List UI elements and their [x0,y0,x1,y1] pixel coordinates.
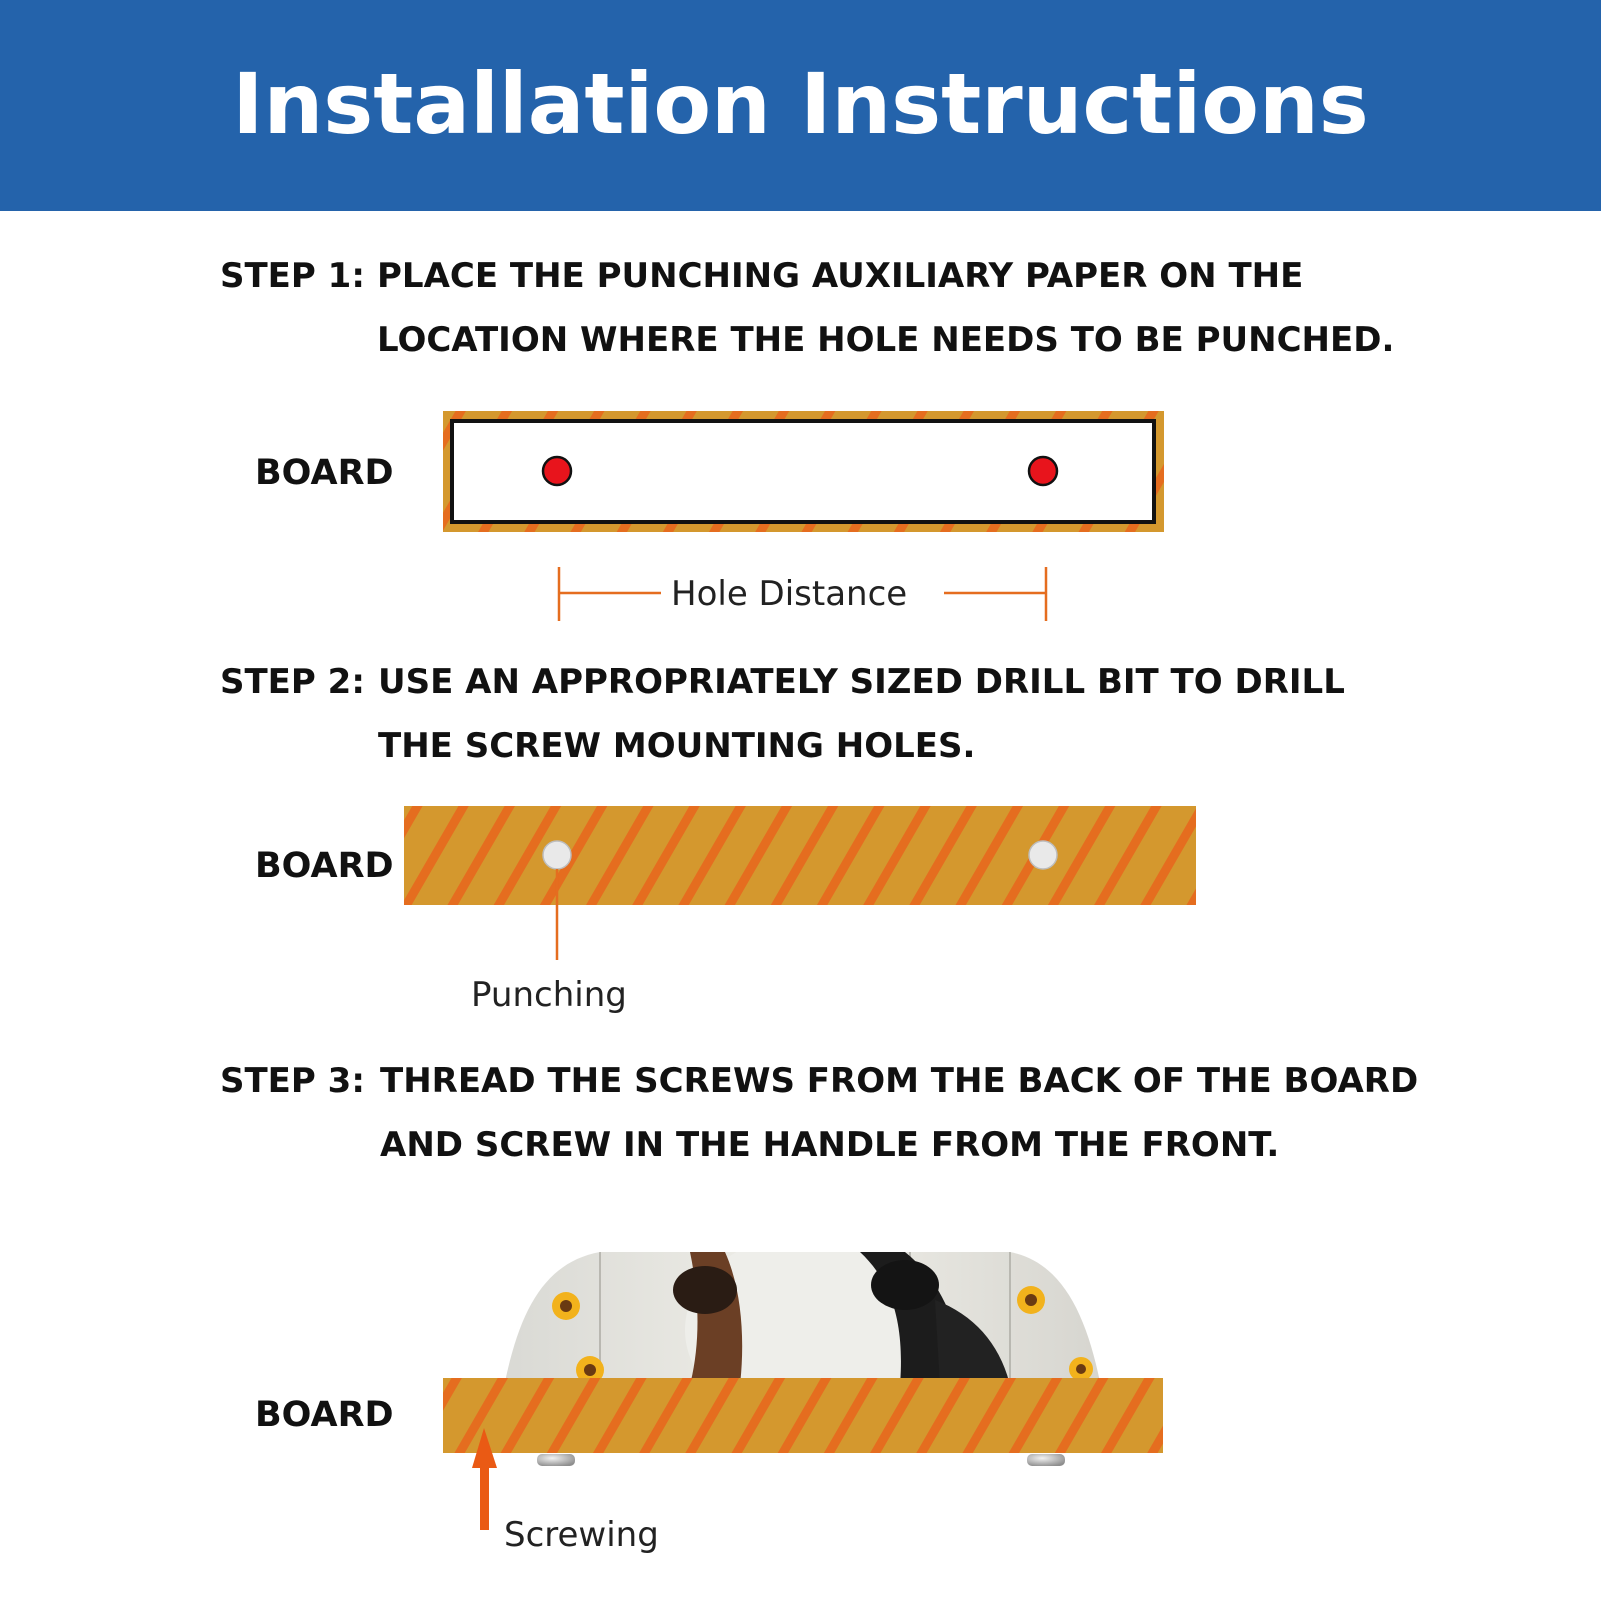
screwing-label: Screwing [504,1515,659,1555]
hole-marker-right [1029,457,1057,485]
drilled-hole-left [543,841,571,869]
hole-distance-dimension [559,567,1046,621]
step-2-label: STEP 2: [220,662,365,702]
step-3-board-diagram [443,1235,1163,1530]
drilled-hole-right [1029,841,1057,869]
step-3-board [443,1378,1163,1453]
step-2-text-line-1: USE AN APPROPRIATELY SIZED DRILL BIT TO DRILL [378,662,1345,702]
page-title: Installation Instructions [232,55,1369,153]
board-label-step-2: BOARD [255,846,394,886]
step-3-label: STEP 3: [220,1061,365,1101]
punching-label: Punching [471,975,627,1015]
step-1-label: STEP 1: [220,256,365,296]
step-3-text-line-1: THREAD THE SCREWS FROM THE BACK OF THE BOARD [380,1061,1419,1101]
board-label-step-1: BOARD [255,453,394,493]
screw-head-left [537,1454,575,1466]
step-1-text-line-2: LOCATION WHERE THE HOLE NEEDS TO BE PUNCHED. [377,320,1395,360]
step-2-board-diagram [404,806,1196,960]
hole-marker-left [543,457,571,485]
step-2-board [404,806,1196,905]
step-1-text-line-1: PLACE THE PUNCHING AUXILIARY PAPER ON THE [377,256,1304,296]
hole-distance-label: Hole Distance [671,574,908,614]
step-2-text-line-2: THE SCREW MOUNTING HOLES. [378,726,976,766]
board-label-step-3: BOARD [255,1395,394,1435]
step-1-board-diagram [443,411,1164,532]
step-3-text-line-2: AND SCREW IN THE HANDLE FROM THE FRONT. [380,1125,1280,1165]
screw-head-right [1027,1454,1065,1466]
